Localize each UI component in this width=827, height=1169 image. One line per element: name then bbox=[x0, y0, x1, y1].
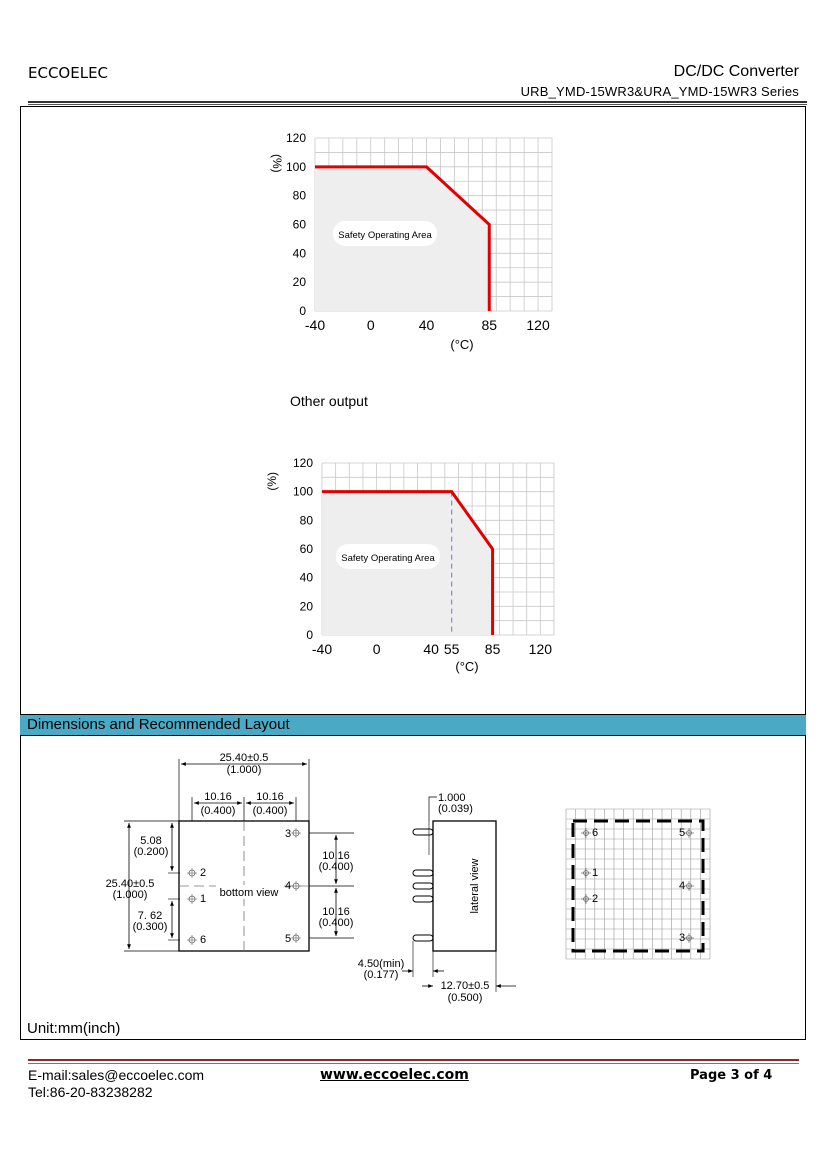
y-tick-label: 100 bbox=[285, 159, 306, 174]
pin-label-4: 4 bbox=[285, 880, 292, 892]
pitch-a-inch: (0.400) bbox=[200, 805, 236, 817]
pin-length-inch: (0.177) bbox=[363, 969, 399, 981]
bottom-view-drawing bbox=[106, 752, 354, 951]
right-top-value: 10.16 bbox=[322, 850, 350, 862]
y-tick-label: 40 bbox=[299, 570, 313, 585]
y-tick-label: 100 bbox=[292, 484, 313, 499]
y-tick-label: 0 bbox=[299, 304, 306, 318]
y-axis-label: (%) bbox=[270, 154, 284, 173]
x-tick-label: 40 bbox=[423, 641, 439, 657]
y-axis-label: (%) bbox=[265, 472, 279, 491]
right-top-inch: (0.400) bbox=[318, 861, 354, 873]
pitch-b-value: 10.16 bbox=[256, 791, 284, 803]
pin-label-2: 2 bbox=[200, 867, 207, 879]
pin-label-3: 3 bbox=[285, 828, 292, 840]
depth-value: 12.70±0.5 bbox=[440, 980, 490, 992]
derating-chart-1 bbox=[255, 128, 565, 358]
x-tick-label: 55 bbox=[443, 641, 460, 657]
y-tick-label: 40 bbox=[292, 246, 306, 261]
x-tick-label: -40 bbox=[304, 317, 326, 333]
x-axis-label: (°C) bbox=[455, 659, 479, 674]
derating-chart-2 bbox=[262, 455, 572, 685]
pin-diameter-value: 1.000 bbox=[438, 792, 466, 804]
layout-pin-4: 4 bbox=[679, 880, 686, 892]
layout-pin-1: 1 bbox=[592, 867, 599, 879]
footer-rule-thin bbox=[28, 1063, 799, 1064]
left-top-value: 5.08 bbox=[140, 835, 162, 847]
footer-website-link[interactable]: www.eccoelec.com bbox=[320, 1067, 469, 1083]
y-tick-label: 60 bbox=[299, 542, 313, 556]
y-tick-label: 20 bbox=[299, 599, 313, 614]
pitch-a-value: 10.16 bbox=[204, 791, 232, 803]
left-top-inch: (0.200) bbox=[133, 846, 169, 858]
layout-pin-3: 3 bbox=[679, 932, 686, 944]
chart-annotation: Safety Operating Area bbox=[341, 553, 435, 564]
layout-pin-2: 2 bbox=[592, 893, 599, 905]
other-output-label: Other output bbox=[290, 393, 368, 409]
lateral-view-drawing bbox=[358, 792, 516, 1004]
pin-label-1: 1 bbox=[200, 893, 207, 905]
x-tick-label: 85 bbox=[481, 317, 498, 333]
depth-inch: (0.500) bbox=[447, 992, 483, 1004]
pin-label-5: 5 bbox=[285, 933, 292, 945]
section-title: Dimensions and Recommended Layout bbox=[27, 716, 290, 733]
y-tick-label: 20 bbox=[292, 275, 306, 290]
height-inch: (1.000) bbox=[112, 889, 148, 901]
x-tick-label: 40 bbox=[418, 317, 435, 333]
pin-label-6: 6 bbox=[200, 934, 207, 946]
document-title: DC/DC Converter bbox=[673, 63, 799, 80]
y-tick-label: 80 bbox=[292, 188, 306, 203]
width-value: 25.40±0.5 bbox=[219, 752, 269, 764]
y-tick-label: 0 bbox=[306, 628, 313, 642]
right-low-inch: (0.400) bbox=[318, 917, 354, 929]
unit-note: Unit:mm(inch) bbox=[27, 1020, 121, 1037]
x-tick-label: 85 bbox=[484, 641, 501, 657]
right-low-value: 10.16 bbox=[322, 906, 350, 918]
header-rule-thin bbox=[28, 104, 807, 105]
x-tick-label: 0 bbox=[372, 641, 381, 657]
document-series: URB_YMD-15WR3&URA_YMD-15WR3 Series bbox=[520, 84, 799, 99]
x-tick-label: 120 bbox=[526, 317, 550, 333]
x-tick-label: 120 bbox=[528, 641, 553, 657]
recommended-layout-drawing bbox=[566, 809, 710, 959]
header-rule bbox=[28, 101, 807, 103]
x-axis-label: (°C) bbox=[450, 337, 474, 352]
x-tick-label: 0 bbox=[366, 317, 375, 333]
footer-rule bbox=[28, 1059, 799, 1061]
pitch-b-inch: (0.400) bbox=[252, 805, 288, 817]
height-value: 25.40±0.5 bbox=[105, 878, 155, 890]
left-low-inch: (0.300) bbox=[132, 921, 168, 933]
x-tick-label: -40 bbox=[311, 641, 333, 657]
y-tick-label: 80 bbox=[299, 513, 313, 528]
pin-length-value: 4.50(min) bbox=[357, 958, 405, 970]
pin-diameter-inch: (0.039) bbox=[438, 803, 473, 815]
layout-pin-5: 5 bbox=[679, 827, 686, 839]
page-number: Page 3 of 4 bbox=[690, 1068, 773, 1083]
module-outline-lateral bbox=[433, 821, 496, 951]
left-low-value: 7. 62 bbox=[137, 910, 163, 922]
brand-name: ECCOELEC bbox=[28, 64, 109, 82]
chart-annotation: Safety Operating Area bbox=[338, 230, 432, 241]
footer-email[interactable]: E-mail:sales@eccoelec.com bbox=[28, 1067, 205, 1083]
bottom-view-label: bottom view bbox=[219, 887, 279, 899]
layout-pin-6: 6 bbox=[592, 827, 599, 839]
y-tick-label: 60 bbox=[292, 217, 306, 232]
footer-tel: Tel:86-20-83238282 bbox=[28, 1084, 153, 1100]
lateral-view-label: lateral view bbox=[469, 858, 481, 914]
dimension-drawings bbox=[20, 737, 806, 1017]
y-tick-label: 120 bbox=[292, 456, 313, 470]
width-value-inch: (1.000) bbox=[226, 764, 262, 776]
y-tick-label: 120 bbox=[285, 131, 306, 145]
